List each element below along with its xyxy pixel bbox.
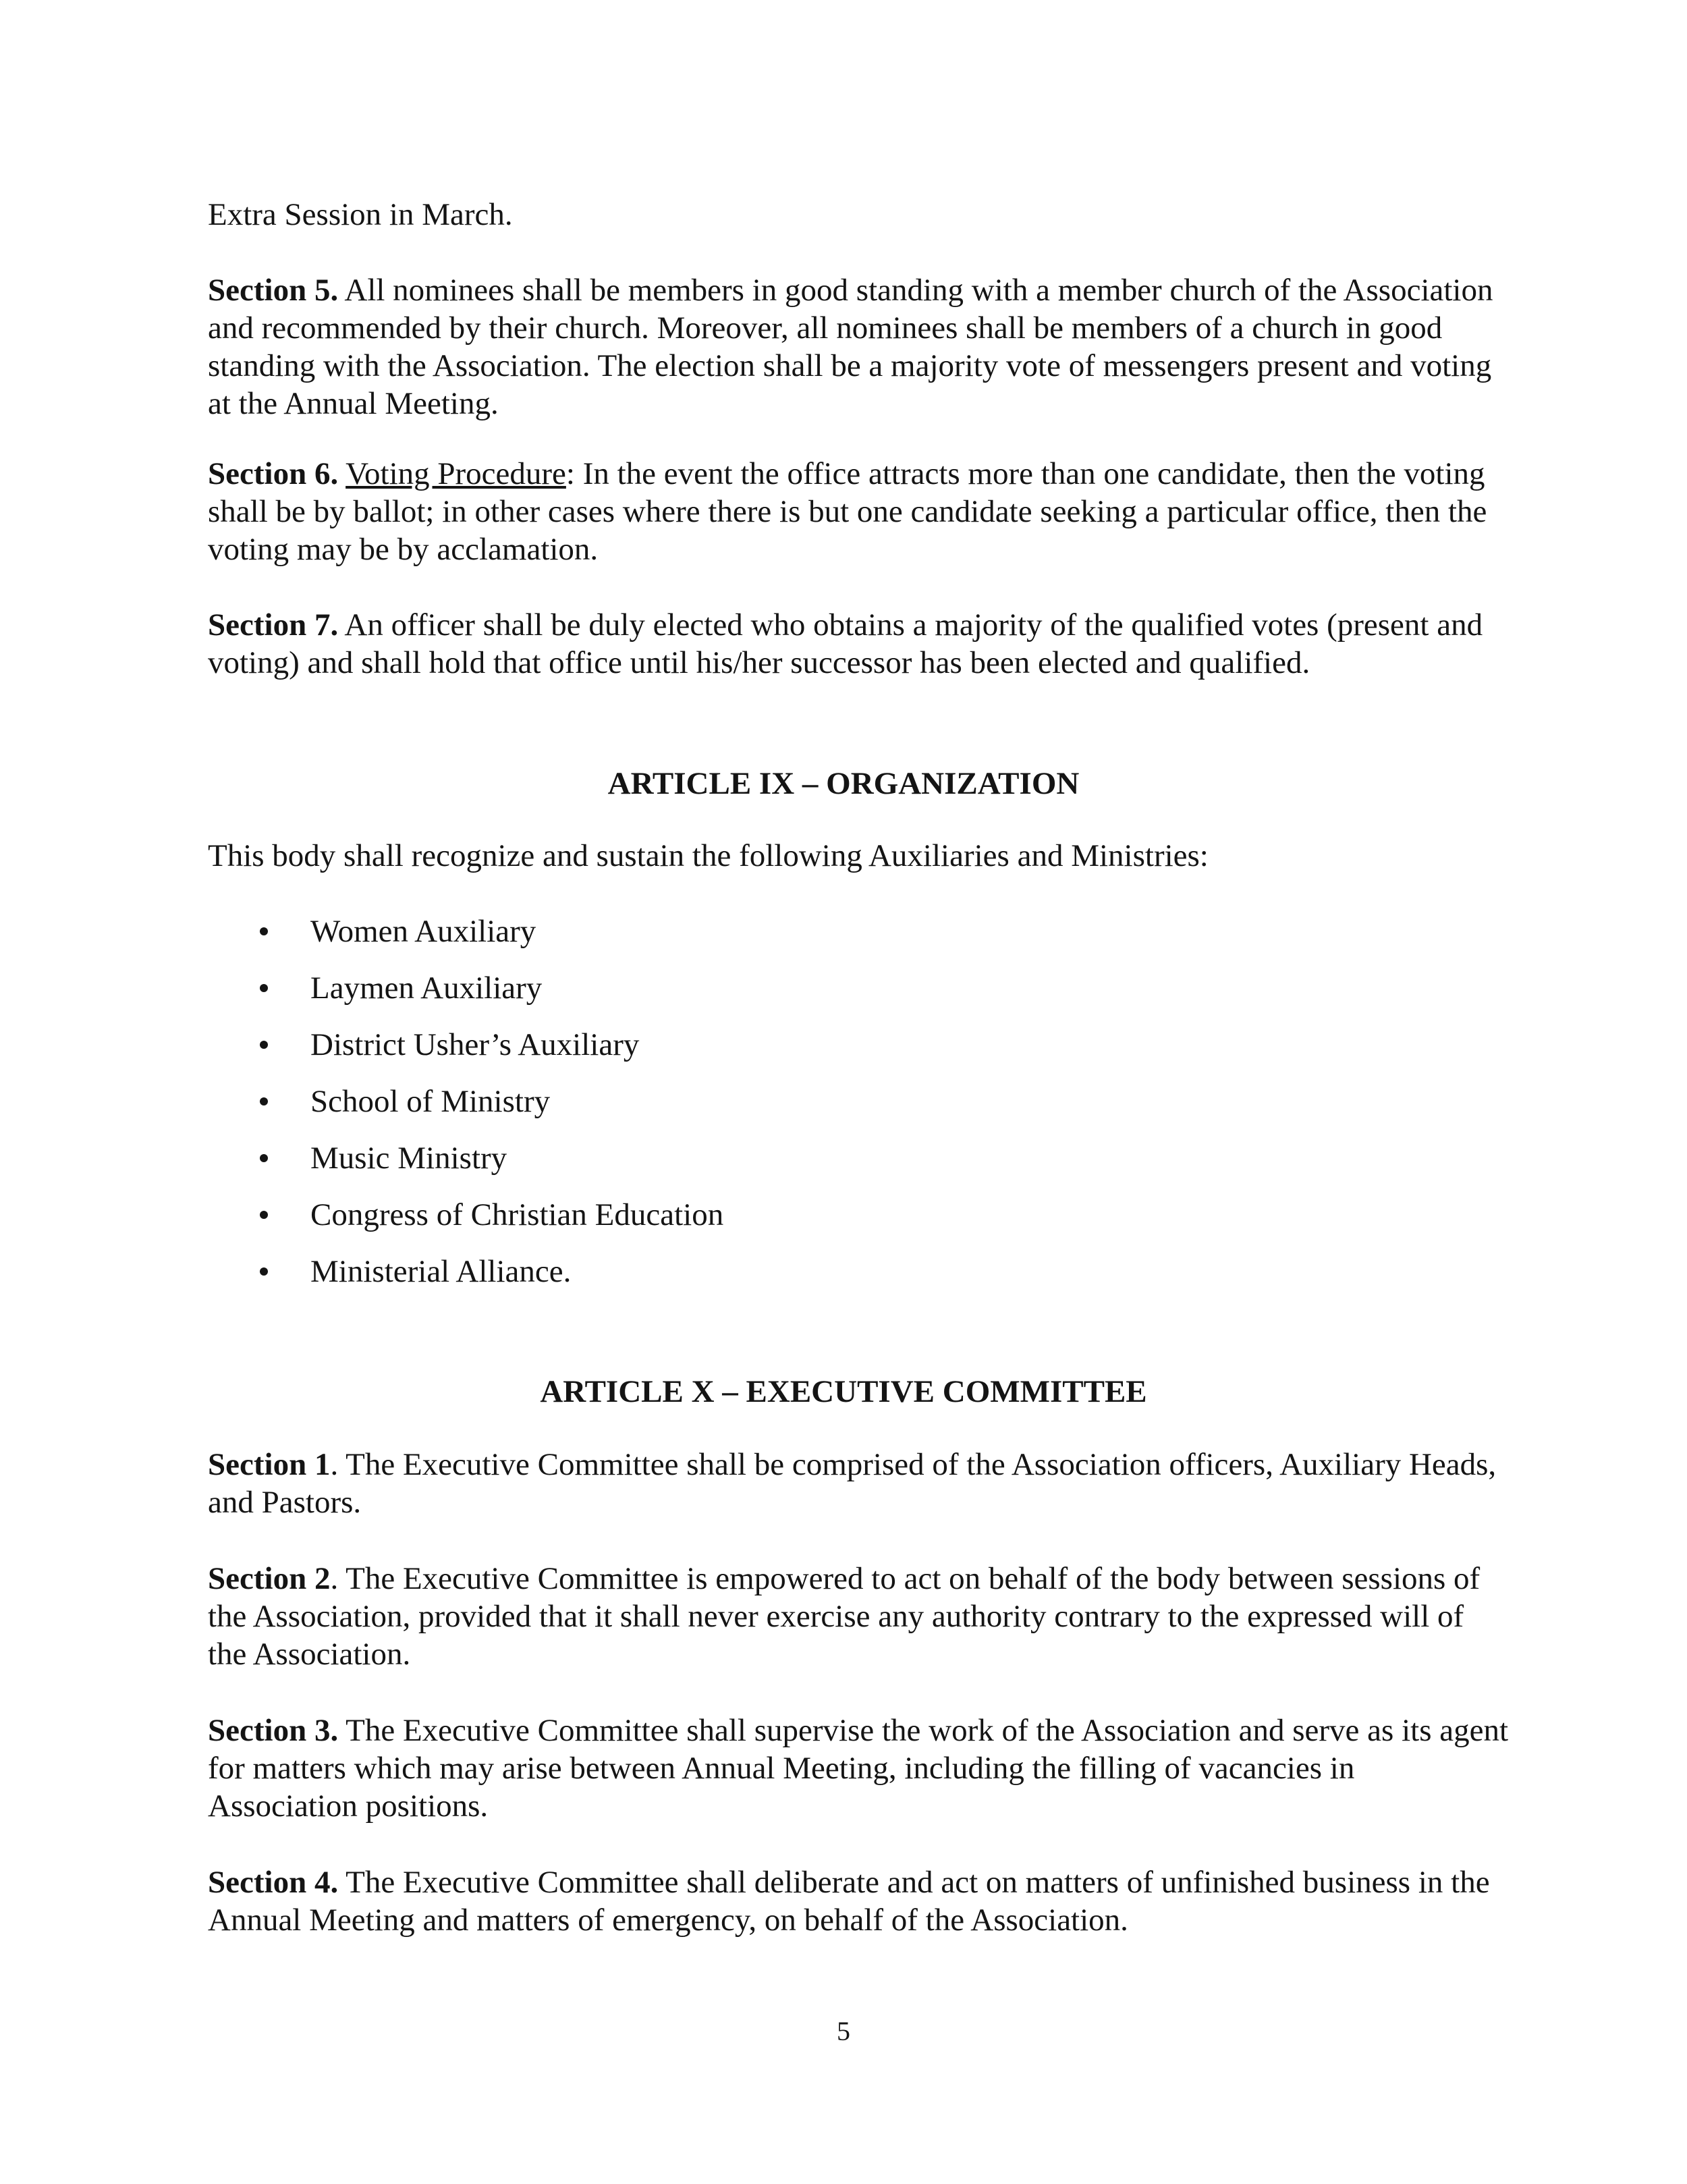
list-item: District Usher’s Auxiliary: [208, 1016, 723, 1073]
section-text: : In the event the office attracts more than one candidate, then the voting shall be by ballot; in other cases where there is but one candidate seeking a particular office, then the voting may be by acclamation.: [208, 456, 1487, 567]
article8-section6: [208, 455, 1510, 568]
section-text: The Executive Committee shall deliberate and act on matters of unfinished business in the Annual Meeting and matters of emergency, on behalf of the Association.: [208, 1865, 1490, 1938]
section-label: Section 7.: [208, 607, 339, 643]
bullet-icon: [260, 1211, 268, 1219]
list-item: Congress of Christian Education: [208, 1186, 723, 1243]
section-text: . The Executive Committee shall be comprised of the Association officers, Auxiliary Heads, and Pastors.: [208, 1447, 1497, 1520]
section-label: Section 4.: [208, 1865, 339, 1900]
page-number: 5: [837, 2016, 850, 2046]
section-text: An officer shall be duly elected who obtains a majority of the qualified votes (present and voting) and shall hold that office until his/her successor has been elected and qualified.: [208, 607, 1483, 680]
section-label: Section 3.: [208, 1713, 339, 1748]
list-item: Ministerial Alliance.: [208, 1243, 723, 1300]
article10-section3: [208, 1712, 1510, 1825]
article8-section5: [208, 271, 1510, 422]
auxiliaries-list: [208, 903, 723, 1300]
article9-heading: ARTICLE IX – ORGANIZATION: [607, 766, 1080, 801]
article9-intro: This body shall recognize and sustain the following Auxiliaries and Ministries:: [208, 838, 1209, 873]
bullet-icon: [260, 984, 268, 992]
article10-section2: [208, 1560, 1510, 1673]
section-label: Section 6.: [208, 456, 339, 491]
section-label: Section 5.: [208, 273, 339, 308]
bullet-icon: [260, 1097, 268, 1105]
bullet-icon: [260, 1267, 268, 1276]
article8-section7: [208, 606, 1510, 682]
section-text: . The Executive Committee is empowered to act on behalf of the body between sessions of the Association, provided that it shall never exercise any authority contrary to the expressed will of the Association.: [208, 1561, 1481, 1672]
article10-section4: [208, 1863, 1510, 1939]
list-item: Laymen Auxiliary: [208, 960, 723, 1016]
list-item: Music Ministry: [208, 1130, 723, 1186]
list-item: School of Ministry: [208, 1073, 723, 1130]
article10-heading: ARTICLE X – EXECUTIVE COMMITTEE: [540, 1374, 1147, 1409]
article10-section1: [208, 1446, 1510, 1521]
section-text: The Executive Committee shall supervise the work of the Association and serve as its agent for matters which may arise between Annual Meeting, including the filling of vacancies in Association positions.: [208, 1713, 1509, 1824]
section-label: Section 2: [208, 1561, 331, 1596]
bullet-icon: [260, 927, 268, 935]
list-item: Women Auxiliary: [208, 903, 723, 960]
section-text: All nominees shall be members in good standing with a member church of the Association and recommended by their church. Moreover, all nominees shall be members of a church in good standing with the Association. The election shall be a majority vote of messengers present and voting at the Annual Meeting.: [208, 273, 1493, 421]
section-label: Section 1: [208, 1447, 331, 1482]
continuation-text: Extra Session in March.: [208, 197, 513, 232]
voting-procedure-term: Voting Procedure: [345, 456, 566, 491]
bullet-icon: [260, 1041, 268, 1049]
bullet-icon: [260, 1154, 268, 1162]
